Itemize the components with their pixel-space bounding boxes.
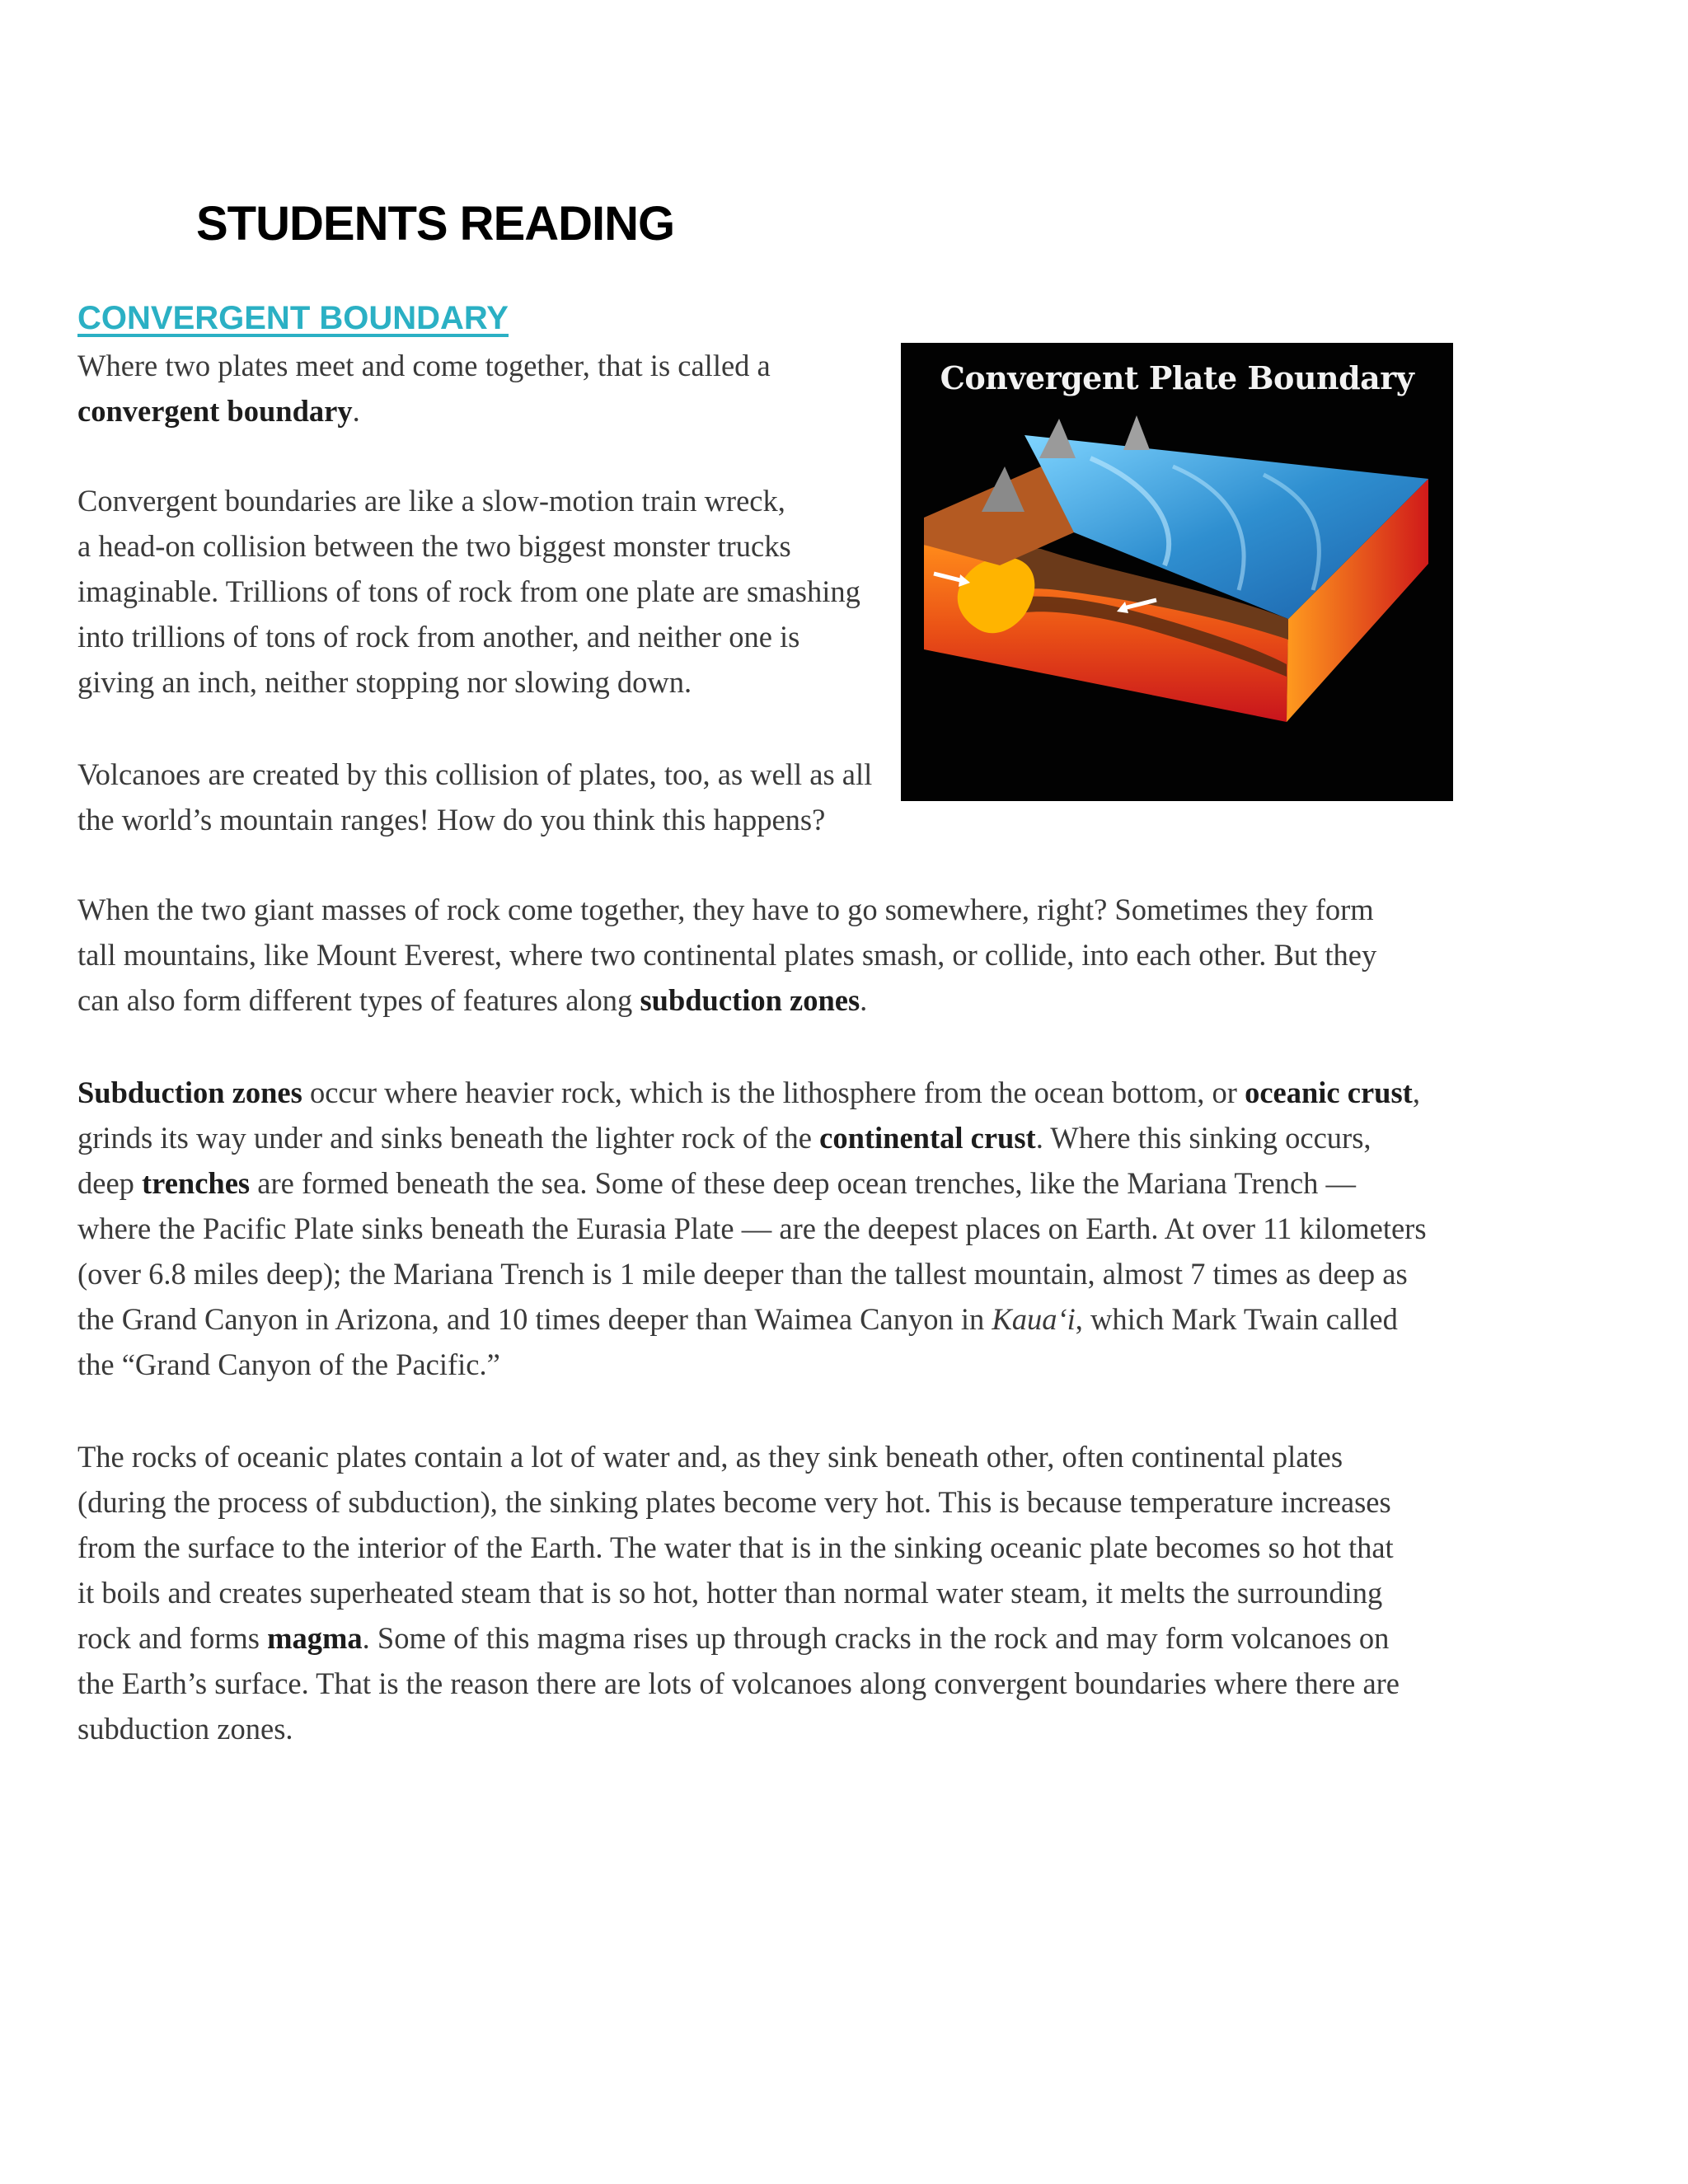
bold-term: oceanic crust: [1245, 1076, 1413, 1109]
text-fragment: deep: [77, 1166, 143, 1200]
text-fragment: the Grand Canyon in Arizona, and 10 times deeper than Waimea Canyon in: [77, 1302, 992, 1336]
text-line: from the surface to the interior of the Earth. The water that is in the sinking oceanic plate becomes so hot that: [77, 1530, 1394, 1564]
text-line: where the Pacific Plate sinks beneath the Eurasia Plate — are the deepest places on Earth. At over 11 kilometers: [77, 1212, 1427, 1245]
paragraph-definition: [77, 343, 771, 434]
diagram-illustration: [901, 343, 1453, 801]
text-fragment: .: [860, 983, 868, 1017]
text-line: [77, 388, 771, 434]
text-line: subduction zones.: [77, 1712, 293, 1746]
text-fragment: . Where this sinking occurs,: [1035, 1121, 1372, 1155]
text-fragment: occur where heavier rock, which is the lithosphere from the ocean bottom, or: [302, 1076, 1245, 1109]
text-line: [77, 1615, 1400, 1661]
paragraph-subduction-zones: [77, 1070, 1427, 1387]
text-fragment: ,: [1412, 1076, 1420, 1109]
text-line: Where two plates meet and come together, that is called a: [77, 349, 771, 382]
text-line: The rocks of oceanic plates contain a lot of water and, as they sink beneath other, often continental plates: [77, 1440, 1343, 1474]
text-line: imaginable. Trillions of tons of rock from one plate are smashing: [77, 574, 860, 608]
volcano-3: [1123, 415, 1150, 450]
text-line: (over 6.8 miles deep); the Mariana Trench is 1 mile deeper than the tallest mountain, almost 7 times as deep as: [77, 1257, 1408, 1291]
text-line: tall mountains, like Mount Everest, where two continental plates smash, or collide, into each other. But they: [77, 938, 1377, 972]
paragraph-magma: [77, 1434, 1400, 1751]
paragraph-mountains: [77, 887, 1376, 1023]
text-fragment: , which Mark Twain called: [1075, 1302, 1398, 1336]
bold-term: subduction zones: [640, 983, 860, 1017]
text-line: a head-on collision between the two biggest monster trucks: [77, 529, 791, 563]
text-line: the “Grand Canyon of the Pacific.”: [77, 1347, 500, 1381]
text-line: [77, 977, 1376, 1023]
paragraph-volcanoes: [77, 752, 872, 842]
text-fragment: grinds its way under and sinks beneath the lighter rock of the: [77, 1121, 820, 1155]
bold-term: convergent boundary: [77, 394, 353, 428]
text-line: it boils and creates superheated steam that is so hot, hotter than normal water steam, it melts the surrounding: [77, 1576, 1383, 1610]
convergent-boundary-diagram: [901, 343, 1453, 801]
text-fragment: are formed beneath the sea. Some of these deep ocean trenches, like the Mariana Trench —: [250, 1166, 1357, 1200]
text-line: Convergent boundaries are like a slow-motion train wreck,: [77, 484, 785, 518]
text-line: Volcanoes are created by this collision of plates, too, as well as all: [77, 757, 873, 791]
bold-term: trenches: [142, 1166, 251, 1200]
text-line: (during the process of subduction), the sinking plates become very hot. This is because temperature increases: [77, 1485, 1391, 1519]
bold-term: Subduction zones: [77, 1076, 302, 1109]
text-line: the Earth’s surface. That is the reason there are lots of volcanoes along convergent boundaries where there are: [77, 1666, 1400, 1700]
text-fragment: .: [352, 394, 360, 428]
text-line: When the two giant masses of rock come together, they have to go somewhere, right? Sometimes they form: [77, 893, 1374, 926]
text-line: [77, 1296, 1427, 1342]
text-line: [77, 1070, 1427, 1115]
text-line: [77, 1115, 1427, 1160]
text-line: into trillions of tons of rock from another, and neither one is: [77, 620, 800, 654]
diagram-caption: Convergent Plate Boundary: [940, 359, 1414, 396]
page-title: STUDENTS READING: [196, 197, 675, 251]
text-fragment: can also form different types of features along: [77, 983, 640, 1017]
bold-term: continental crust: [819, 1121, 1036, 1155]
text-fragment: rock and forms: [77, 1621, 268, 1655]
text-fragment: . Some of this magma rises up through cracks in the rock and may form volcanoes on: [362, 1621, 1390, 1655]
paragraph-train-wreck: [77, 478, 860, 705]
section-heading: CONVERGENT BOUNDARY: [77, 300, 509, 336]
text-line: giving an inch, neither stopping nor slowing down.: [77, 665, 692, 699]
text-line: [77, 1160, 1427, 1206]
text-line: the world’s mountain ranges! How do you think this happens?: [77, 803, 826, 837]
italic-term: Kaua‘i: [992, 1302, 1076, 1336]
bold-term: magma: [267, 1621, 363, 1655]
